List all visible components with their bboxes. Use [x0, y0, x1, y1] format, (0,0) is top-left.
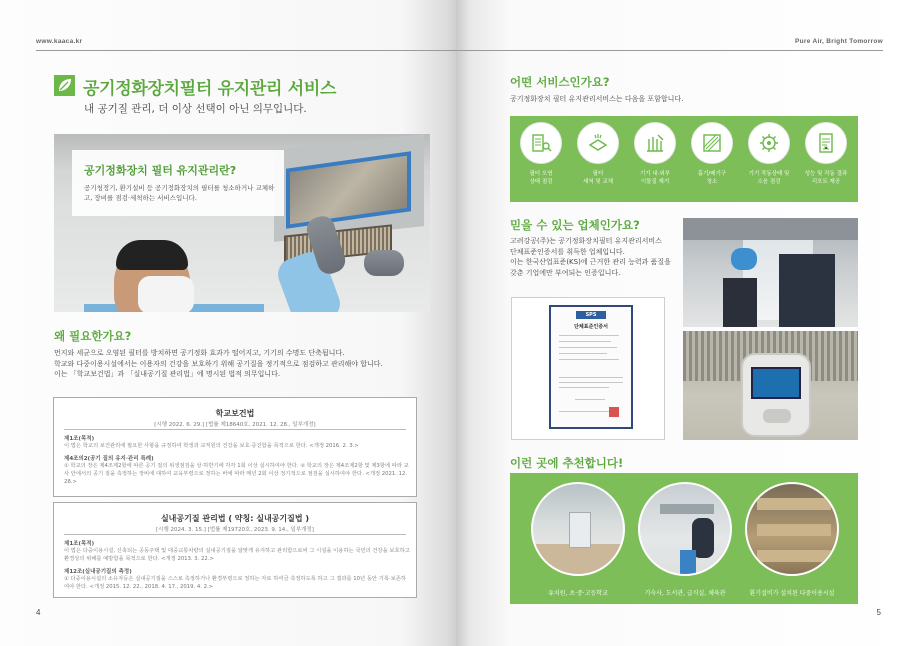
- trust-heading: 믿을 수 있는 업체인가요?: [510, 218, 640, 232]
- law-box-indoor-air: [53, 502, 417, 598]
- filter-inspect-icon: [520, 122, 562, 164]
- why-line-1: 먼지와 세균으로 오염된 필터를 방치하면 공기정화 효과가 떨어지고, 기기의 수명도 단축됩니다.: [54, 349, 345, 357]
- certificate-image: [511, 297, 665, 440]
- law-article-heading: 제4조의2(공기 질의 유지·관리 특례): [64, 456, 154, 462]
- law-article-body: 이 법은 다중이용시설, 신축되는 공동주택 및 대중교통차량의 실내공기질을 알맞게 유지하고 관리함으로써 그 시설을 이용하는 국민의 건강을 보호하고 환경상의 위해를 예방함을 목적으로 한다. <개정 2013. 3. 22.>: [64, 548, 410, 562]
- recommend-heading: 이런 곳에 추천합니다!: [510, 456, 624, 470]
- law-article-body: ① 다중이용시설의 소유자등은 실내공기질을 스스로 측정하거나 환경부령으로 정하는 자로 하여금 측정하도록 하고 그 결과를 10년 동안 기록·보존하여야 한다. <개정 2015. 12. 22., 2018. 4. 17., 2019. 4. 2.>: [64, 576, 407, 590]
- service-item: 필터 세척 및 교체: [573, 122, 623, 186]
- services-intro: 공기정화장치 필터 유지관리서비스는 다음을 포함합니다.: [510, 95, 684, 103]
- site-tagline: Pure Air, Bright Tomorrow: [794, 38, 883, 45]
- cert-logo: SPS: [576, 311, 606, 319]
- definition-callout: [72, 150, 284, 216]
- law-box-school-health: [53, 397, 417, 497]
- photo-technician-ladder: [638, 482, 732, 576]
- photo-school-hallway: [531, 482, 625, 576]
- service-item: 흡기/배기구 청소: [687, 122, 737, 186]
- page-subtitle: 내 공기질 관리, 더 이상 선택이 아닌 의무입니다.: [84, 103, 307, 115]
- debris-remove-icon: [634, 122, 676, 164]
- gear-check-icon: [748, 122, 790, 164]
- why-heading: 왜 필요한가요?: [54, 329, 132, 343]
- page-number-left: 4: [36, 608, 41, 617]
- law-article-heading: 제1조(목적): [64, 436, 95, 442]
- photo-technician-ceiling: [683, 218, 858, 327]
- recommend-label-schools: 유치원, 초·중·고등학교: [548, 590, 608, 597]
- service-item: 기기 내·외부 이물질 제거: [630, 122, 680, 186]
- report-icon: [805, 122, 847, 164]
- page-number-right: 5: [876, 608, 881, 617]
- law-subtitle: [시행 2022. 6. 29.] [법률 제18640호, 2021. 12. 28., 일부개정]: [154, 422, 316, 428]
- photo-air-meter: [683, 331, 858, 440]
- header-rule: [36, 50, 456, 51]
- filter-wash-icon: [577, 122, 619, 164]
- left-page: [0, 0, 456, 646]
- law-article-body: 이 법은 학교의 보건관리에 필요한 사항을 규정하여 학생과 교직원의 건강을 보호·증진함을 목적으로 한다. <개정 2016. 2. 3.>: [64, 443, 359, 449]
- cert-title: 단체표준인증서: [574, 324, 608, 330]
- why-line-2: 학교와 다중이용시설에서는 이용자의 건강을 보호하기 위해 공기질을 정기적으로 점검하고 관리해야 합니다.: [54, 359, 383, 368]
- callout-body: 공기청정기, 환기설비 등 공기정화장치의 필터를 청소하거나 교체하고, 장비를 점검·세척하는 서비스입니다.: [84, 184, 275, 202]
- services-band: [510, 116, 858, 202]
- brand-leaf-icon: [54, 75, 75, 96]
- law-title: 학교보건법: [215, 409, 255, 418]
- callout-title: 공기정화장치 필터 유지관리란?: [84, 164, 237, 177]
- photo-vent-duct: [745, 482, 839, 576]
- recommend-label-public: 환기설비가 설치된 다중이용시설: [749, 590, 835, 597]
- page-title: 공기정화장치필터 유지관리 서비스: [83, 79, 337, 99]
- recommend-label-facilities: 기숙사, 도서관, 급식실, 체육관: [644, 590, 726, 597]
- service-item: 필터 오염 상태 점검: [516, 122, 566, 186]
- law-article-body: ① 학교의 장은 제4조제2항에 따른 공기 질의 위생점검을 상·하반기에 각각 1회 이상 실시하여야 한다. ② 학교의 장은 제4조제2항 및 제3항에 따라 교사 안에서의 공기 질을 측정하는 장비에 대하여 교육부령으로 정하는 바에 따라 매년 2회 이상 정기적으로 점검을 실시하여야 한다. <개정 2021. 12. 28.>: [64, 463, 409, 485]
- site-url: www.kaaca.kr: [36, 38, 83, 45]
- service-item: 성능 및 작동 결과 리포트 제공: [801, 122, 851, 186]
- header-rule: [456, 50, 883, 51]
- service-item: 기기 작동상태 및 소음 점검: [744, 122, 794, 186]
- trust-body: 고려강공(주)는 공기정화장치필터 유지관리서비스 단체표준인증서를 취득한 업체입니다. 이는 한국산업표준(KS)에 근거한 관리 능력과 품질을 갖춘 기업에만 부여되는 인증입니다.: [510, 237, 671, 277]
- law-article-heading: 제1조(목적): [64, 541, 95, 547]
- law-title: 실내공기질 관리법 ( 약칭: 실내공기질법 ): [160, 514, 310, 523]
- law-article-heading: 제12조(실내공기질의 측정): [64, 569, 132, 575]
- why-line-3: 이는 「학교보건법」과 「실내공기질 관리법」에 명시된 법적 의무입니다.: [54, 370, 281, 378]
- law-subtitle: [시행 2024. 3. 15.] [법률 제19720호, 2023. 9. 14., 일부개정]: [156, 527, 314, 533]
- vent-clean-icon: [691, 122, 733, 164]
- services-heading: 어떤 서비스인가요?: [510, 75, 610, 89]
- cert-stamp: [609, 407, 619, 417]
- why-body: [54, 348, 434, 380]
